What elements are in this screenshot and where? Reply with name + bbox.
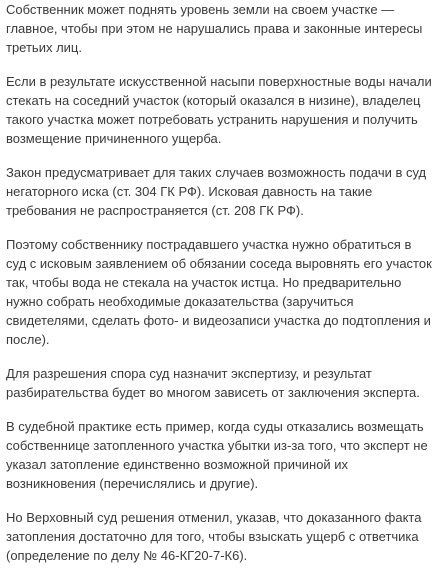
article-paragraph: В судебной практике есть пример, когда суды отказались возмещать собственнице затопленного участка убытки из-за того, что эксперт не указал затопление единственно возможной причиной их возникновения (перечислялись и другие). xyxy=(6,419,428,491)
article-paragraph: Поэтому собственнику пострадавшего участка нужно обратиться в суд с исковым заявлением об обязании соседа выровнять его участок так, чтобы вода не стекала на участок истца. Но предварительно нужно собрать необходимые доказательства (заручиться свидетелями, сделать фото- и видеозаписи участка до подтопления и после). xyxy=(6,237,432,347)
article-paragraph: Для разрешения спора суд назначит экспертизу, и результат разбирательства будет во многом зависеть от заключения эксперта. xyxy=(6,366,420,400)
article-body xyxy=(6,0,434,580)
article-paragraph: Собственник может поднять уровень земли на своем участке — главное, чтобы при этом не нарушались права и законные интересы третьих лиц. xyxy=(6,2,423,55)
article-paragraph: Если в результате искусственной насыпи поверхностные воды начали стекать на соседний участок (который оказался в низине), владелец такого участка может потребовать устранить нарушения и получить возмещение причиненного ущерба. xyxy=(6,74,432,146)
article-paragraph: Но Верховный суд решения отменил, указав, что доказанного факта затопления достаточно для того, чтобы взыскать ущерб с ответчика (определение по делу № 46-КГ20-7-К6). xyxy=(6,510,422,563)
article-paragraph: Закон предусматривает для таких случаев возможность подачи в суд негаторного иска (ст. 304 ГК РФ). Исковая давность на такие требования не распространяется (ст. 208 ГК РФ). xyxy=(6,165,427,218)
